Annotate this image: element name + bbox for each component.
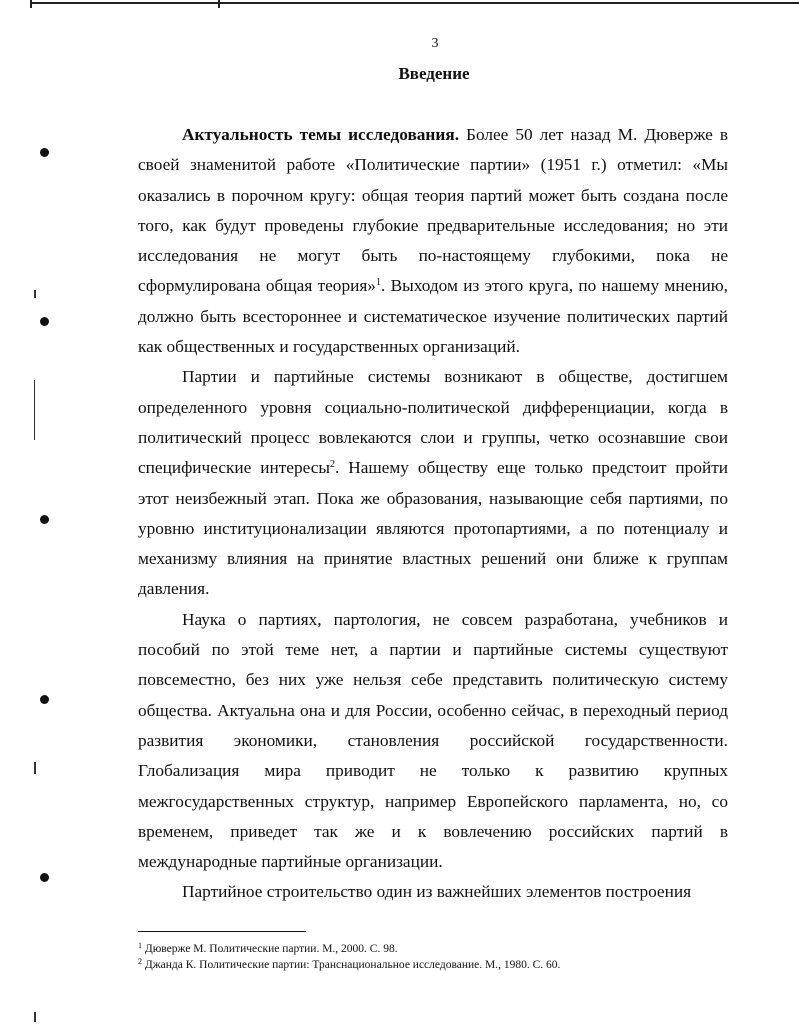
footnotes bbox=[138, 941, 738, 973]
binding-hole-mark bbox=[40, 317, 49, 326]
paragraph: Партийное строительство один из важнейших элементов построения bbox=[182, 882, 692, 902]
page-number: 3 bbox=[431, 36, 439, 51]
scan-tick-mark bbox=[34, 1012, 36, 1022]
footnote-number: 1 bbox=[138, 941, 142, 950]
scan-tick-mark bbox=[34, 380, 35, 440]
footnote-text: Дюверже М. Политические партии. М., 2000. С. 98. bbox=[142, 943, 398, 955]
binding-hole-mark bbox=[40, 873, 49, 882]
paragraph-text: Более 50 лет назад М. Дюверже в своей знаменитой работе «Политические партии» (1951 г.) отметил: «Мы оказались в порочном кругу: общая теория партий может быть создана после того, как будут проведены глубокие предварительные исследования; но эти исследования не могут быть по-настоящему глубокими, пока не сформулирована общая теория» bbox=[138, 125, 728, 296]
lead-bold: Актуальность темы исследования. bbox=[182, 125, 460, 144]
paragraph: Наука о партиях, партология, не совсем разработана, учебников и пособий по этой теме нет, а партии и партийные системы существуют повсеместно, без них уже нельзя себе представить политическую систему общества. Актуальна она и для России, особенно сейчас, в переходный период развития экономики, становления российской государственности. Глобализация мира приводит не только к развитию крупных межгосударственных структур, например Европейского парламента, но, со временем, приведет так же и к вовлечению российских партий в международные партийные организации. bbox=[138, 609, 728, 872]
scan-tick-mark bbox=[34, 290, 36, 298]
body-text bbox=[138, 120, 728, 908]
paragraph-text: . Нашему обществу еще только предстоит пройти этот неизбежный этап. Пока же образования, называющие себя партиями, по уровню институционализации являются протопартиями, а по потенциалу и механизму влияния на принятие властных решений они ближе к группам давления. bbox=[138, 458, 729, 599]
paragraph bbox=[138, 120, 728, 362]
scan-notch-mark bbox=[30, 0, 32, 8]
scan-notch-mark bbox=[218, 0, 220, 8]
footnote-number: 2 bbox=[138, 957, 142, 966]
binding-hole-mark bbox=[40, 148, 49, 157]
binding-hole-mark bbox=[40, 515, 49, 524]
footnote bbox=[138, 957, 738, 973]
footnote-text: Джанда К. Политические партии: Транснациональное исследование. М., 1980. С. 60. bbox=[142, 959, 561, 971]
footnote-ref: 2 bbox=[329, 459, 335, 471]
paragraph-text: . Выходом из этого круга, по нашему мнению, должно быть всестороннее и систематическое изучение политических партий как общественных и государственных организаций. bbox=[138, 276, 729, 357]
footnote bbox=[138, 941, 738, 957]
paragraph bbox=[138, 362, 728, 604]
page-heading: Введение bbox=[398, 64, 470, 83]
footnote-separator bbox=[138, 931, 306, 932]
paragraph-text: Партии и партийные системы возникают в обществе, достигшем определенного уровня социально-политической дифференциации, когда в политический процесс вовлекаются слои и группы, четко осознавшие свои специфические интересы bbox=[138, 367, 728, 478]
scan-tick-mark bbox=[34, 762, 36, 774]
binding-hole-mark bbox=[40, 695, 49, 704]
footnote-ref: 1 bbox=[375, 277, 381, 289]
scan-top-border bbox=[30, 2, 799, 4]
